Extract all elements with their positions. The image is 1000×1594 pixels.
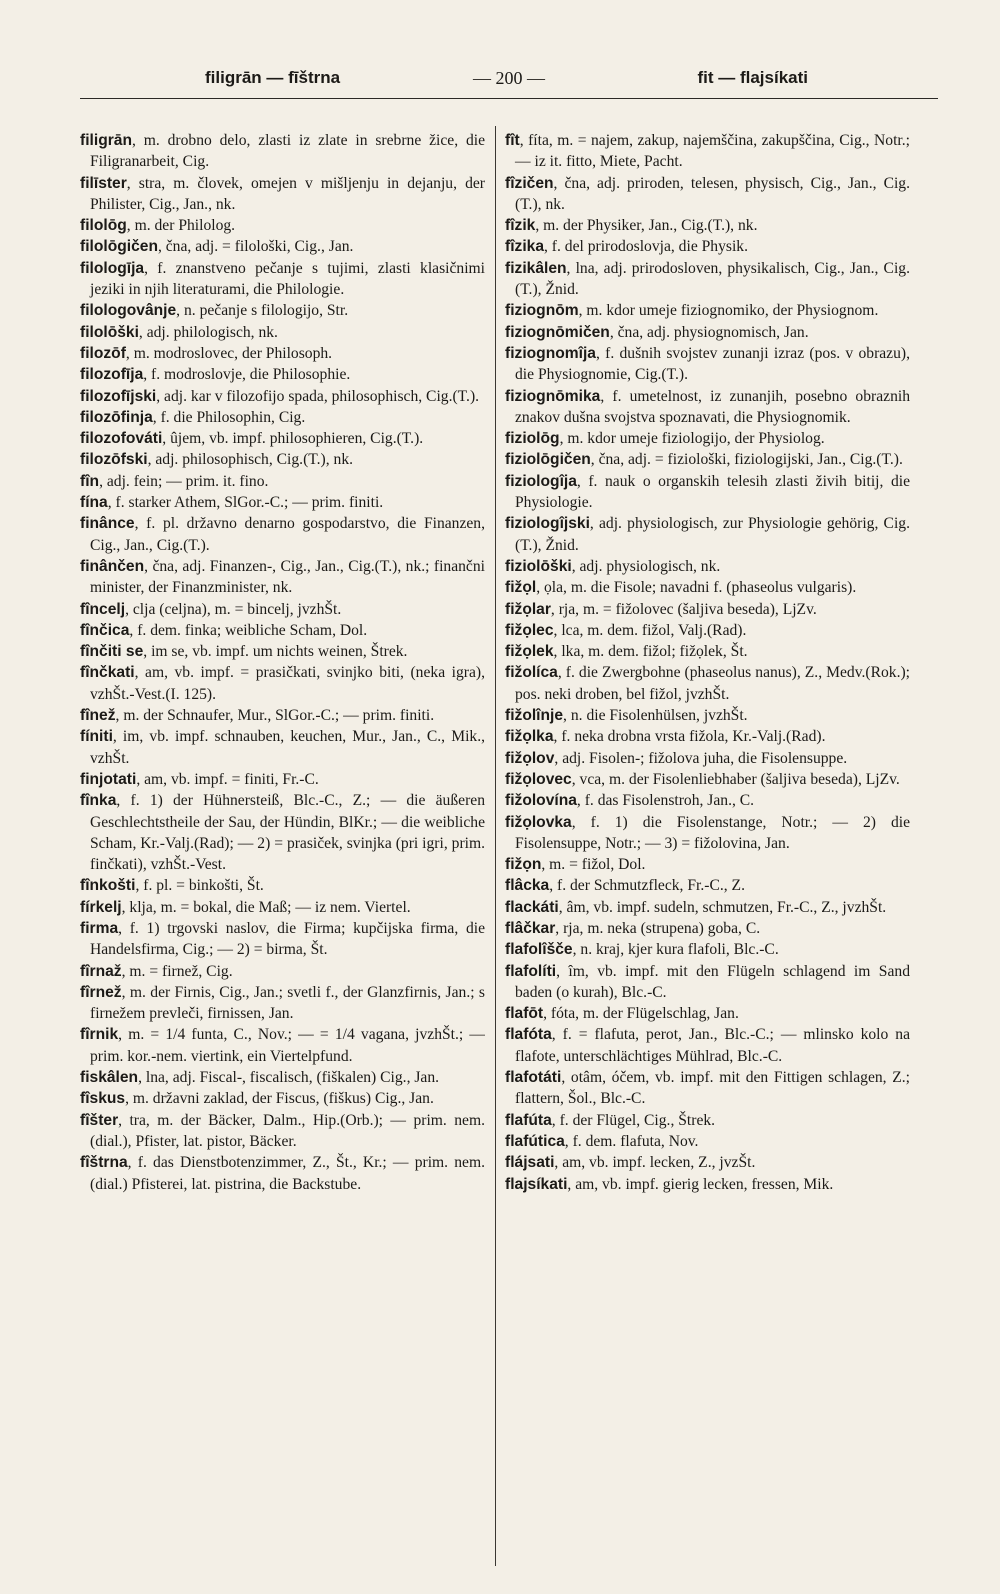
headword: flâcka [505, 877, 550, 895]
definition: , n. die Fisolenhülsen, jvzhŠt. [563, 707, 748, 725]
headword: fína [80, 494, 108, 512]
definition: , m. = fižol, Dol. [541, 856, 646, 874]
headword: fîzičen [505, 174, 554, 192]
definition: , čna, adj. = fiziološki, fiziologijski, Jan., Cig.(T.). [590, 451, 903, 469]
definition: , rja, m. neka (strupena) goba, C. [555, 919, 761, 937]
headword: flafúta [505, 1111, 552, 1129]
dictionary-entry [80, 300, 485, 321]
headword: fînčkati [80, 664, 135, 682]
dictionary-entry [505, 1067, 910, 1110]
definition: , čna, adj. = filološki, Cig., Jan. [157, 238, 354, 256]
headword: fîncelj [80, 600, 126, 618]
definition: , adj. philosophisch, Cig.(T.), nk. [147, 451, 354, 469]
dictionary-entry [80, 705, 485, 726]
headword: flafolíti [505, 962, 557, 980]
definition: , f. 1) trgovski naslov, die Firma; kupčijska firma, die Handelsfirma, Cig.; — 2) = birma, Št. [90, 919, 485, 959]
definition: , clja (celjna), m. = bincelj, jvzhŠt. [125, 600, 342, 618]
definition: , n. kraj, kjer kura flafoli, Blc.-C. [572, 941, 779, 959]
headword: fiziolōgičen [505, 451, 591, 469]
dictionary-entry [80, 790, 485, 875]
definition: , m. der Philolog. [126, 217, 236, 235]
definition: , adj. kar v filozofijo spada, philosophisch, Cig.(T.). [156, 387, 480, 405]
dictionary-entry [80, 641, 485, 662]
headword: fînčica [80, 621, 130, 639]
headword: fižọlka [505, 728, 554, 746]
definition: , lka, m. dem. fižol; fižọlek, Št. [553, 643, 748, 661]
headword: fírkelj [80, 898, 122, 916]
dictionary-entry [505, 854, 910, 875]
headword: filozofováti [80, 430, 163, 448]
dictionary-entry [80, 1110, 485, 1153]
headword: fižolovína [505, 792, 577, 810]
definition: , rja, m. = fižolovec (šaljiva beseda), LjZv. [550, 600, 817, 618]
definition: , f. = flafuta, perot, Jan., Blc.-C.; — mlinsko kolo na flafote, unterschlächtiges Mühlrad, Blc.-C. [515, 1026, 910, 1065]
headword: filozōf [80, 344, 126, 362]
dictionary-entry [80, 322, 485, 343]
definition: , m. der Schnaufer, Mur., SlGor.-C.; — prim. finiti. [115, 707, 435, 725]
definition: , m. drobno delo, zlasti iz zlate in srebrne žice, die Filigranarbeit, Cig. [90, 132, 485, 171]
dictionary-entry [505, 322, 910, 343]
dictionary-entry [505, 769, 910, 790]
dictionary-entry [80, 130, 485, 173]
definition: , m. državni zaklad, der Fiscus, (fiškus) Cig., Jan. [125, 1090, 434, 1108]
dictionary-entry [505, 961, 910, 1004]
headword: flackáti [505, 898, 559, 916]
definition: , n. pečanje s filologijo, Str. [176, 302, 349, 320]
definition: , čna, adj. Finanzen-, Cig., Jan., Cig.(T.), nk.; finančni minister, der Finanzminister, nk. [90, 557, 485, 597]
dictionary-entry [505, 812, 910, 855]
dictionary-entry [80, 1024, 485, 1067]
definition: , m. kdor umeje fiziognomiko, der Physiognom. [578, 302, 879, 320]
dictionary-entry [505, 449, 910, 470]
dictionary-entry [505, 599, 910, 620]
right-column [505, 130, 910, 1570]
headword: fiskâlen [80, 1069, 139, 1087]
headword: finânčen [80, 557, 145, 575]
headword: flafōt [505, 1005, 544, 1023]
definition: , am, vb. impf. lecken, Z., jvzŠt. [554, 1154, 756, 1172]
dictionary-entry [505, 1003, 910, 1024]
dictionary-entry [80, 726, 485, 769]
definition: , ûjem, vb. impf. philosophieren, Cig.(T.). [162, 430, 424, 448]
dictionary-entry [80, 215, 485, 236]
headword: fižọlek [505, 643, 554, 661]
headword: firma [80, 919, 119, 937]
headword: fînka [80, 792, 117, 810]
dictionary-entry [80, 875, 485, 896]
dictionary-entry [505, 1131, 910, 1152]
headword: finânce [80, 515, 135, 533]
definition: , lca, m. dem. fižol, Valj.(Rad). [553, 621, 747, 639]
headword: fînež [80, 707, 116, 725]
definition: , tra, m. der Bäcker, Dalm., Hip.(Orb.); — prim. nem. (dial.), Pfister, lat. pistor, Bäcker. [90, 1111, 485, 1150]
headword: fîrnež [80, 983, 122, 1001]
dictionary-entry [505, 875, 910, 896]
definition: , m. der Physiker, Jan., Cig.(T.), nk. [535, 217, 758, 235]
definition: , lna, adj. Fiscal-, fiscalisch, (fiškalen) Cig., Jan. [138, 1069, 440, 1087]
definition: , f. pl. državno denarno gospodarstvo, die Finanzen, Cig., Jan., Cig.(T.). [90, 515, 485, 554]
headword: fiziolōg [505, 430, 560, 448]
headword: flájsati [505, 1154, 555, 1172]
dictionary-entry [505, 471, 910, 514]
definition: , adj. fein; — prim. it. fino. [99, 472, 269, 490]
dictionary-entry [505, 1152, 910, 1173]
headword: flafolîšče [505, 941, 573, 959]
definition: , f. die Philosophin, Cig. [152, 408, 306, 426]
headword: fîrnik [80, 1026, 119, 1044]
definition: , f. 1) der Hühnersteiß, Blc.-C., Z.; — die äußeren Geschlechtstheile der Sau, der Hündin, BlKr.; — die weibliche Scham, Kr.-Valj.(Rad); — 2) = prasiček, svinjka (pri igri, prim. finčkati), vzhŠt.-Vest. [90, 792, 485, 874]
dictionary-entry [505, 577, 910, 598]
headword: filologovânje [80, 302, 177, 320]
headword: fiziologîjski [505, 515, 590, 533]
dictionary-entry [80, 471, 485, 492]
headword: filologīja [80, 259, 145, 277]
dictionary-entry [505, 556, 910, 577]
definition: , îm, vb. impf. mit den Flügeln schlagend im Sand baden (o kurah), Blc.-C. [515, 962, 910, 1001]
dictionary-entry [80, 918, 485, 961]
definition: , am, vb. impf. gierig lecken, fressen, Mik. [567, 1175, 834, 1193]
dictionary-entry [80, 492, 485, 513]
headword: fîrnaž [80, 962, 122, 980]
header-left: filigrān — fīštrna [205, 68, 341, 87]
definition: , stra, m. človek, omejen v mišljenju in dejanju, der Philister, Cig., Jan., nk. [90, 174, 485, 213]
headword: fiziognomîja [505, 344, 596, 362]
headword: filolōg [80, 217, 127, 235]
headword: flafóta [505, 1026, 552, 1044]
definition: , f. umetelnost, iz zunanjih, posebno obraznih znakov dušna svojstva spoznavati, die Physiognomik. [515, 387, 910, 426]
headword: fižọlov [505, 749, 555, 767]
dictionary-entry [80, 1067, 485, 1088]
dictionary-entry [80, 386, 485, 407]
definition: , čna, adj. priroden, telesen, physisch, Cig., Jan., Cig.(T.), nk. [515, 174, 910, 213]
definition: , f. das Dienstbotenzimmer, Z., Št., Kr.; — prim. nem. (dial.) Pfisterei, lat. pistrina, die Backstube. [90, 1154, 485, 1193]
headword: fižolíca [505, 664, 558, 682]
definition: , f. dušnih svojstev zunanji izraz (pos. v obrazu), die Physiognomie, Cig.(T.). [515, 344, 910, 384]
definition: , fíta, m. = najem, zakup, najemščina, zakupščina, Cig., Notr.; — iz it. fitto, Miete, Pacht. [515, 132, 910, 171]
headword: fižọn [505, 856, 542, 874]
definition: , âm, vb. impf. sudeln, schmutzen, Fr.-C., Z., jvzhŠt. [558, 898, 887, 916]
headword: fîšter [80, 1111, 119, 1129]
dictionary-entry [80, 1152, 485, 1195]
headword: fižọl [505, 579, 537, 597]
dictionary-entry [505, 300, 910, 321]
headword: filolōški [80, 323, 139, 341]
dictionary-entry [505, 386, 910, 429]
dictionary-entry [505, 236, 910, 257]
headword: flafotáti [505, 1069, 562, 1087]
dictionary-entry [505, 173, 910, 216]
dictionary-entry [80, 236, 485, 257]
headword: fiziognōm [505, 302, 579, 320]
headword: fiziolōški [505, 557, 572, 575]
headword: fižọlar [505, 600, 551, 618]
dictionary-entry [505, 726, 910, 747]
dictionary-entry [505, 258, 910, 301]
definition: , f. modroslovje, die Philosophie. [143, 366, 351, 384]
definition: , m. = 1/4 funta, C., Nov.; — = 1/4 vagana, jvzhŠt.; — prim. kor.-nem. viertink, ein Viertelpfund. [90, 1026, 485, 1065]
definition: , čna, adj. physiognomisch, Jan. [609, 323, 809, 341]
header-rule [80, 98, 938, 99]
headword: fizikâlen [505, 259, 567, 277]
definition: , ọla, m. die Fisole; navadni f. (phaseolus vulgaris). [536, 579, 857, 597]
definition: , m. modroslovec, der Philosoph. [125, 344, 333, 362]
headword: fînčiti se [80, 643, 144, 661]
definition: , vca, m. der Fisolenliebhaber (šaljiva beseda), LjZv. [571, 770, 900, 788]
dictionary-entry [80, 556, 485, 599]
headword: flâčkar [505, 919, 556, 937]
dictionary-entry [80, 449, 485, 470]
headword: fíniti [80, 728, 113, 746]
headword: filozōfinja [80, 408, 153, 426]
dictionary-entry [505, 215, 910, 236]
column-divider [495, 126, 496, 1566]
dictionary-entry [505, 343, 910, 386]
definition: , f. die Zwergbohne (phaseolus nanus), Z., Medv.(Rok.); pos. neki droben, bel fižol, jvzhŠt. [515, 664, 910, 703]
dictionary-entry [505, 130, 910, 173]
definition: , adj. physiologisch, zur Physiologie gehörig, Cig.(T.), Žnid. [515, 515, 910, 554]
definition: , adj. physiologisch, nk. [571, 557, 721, 575]
headword: filozōfski [80, 451, 148, 469]
headword: filīster [80, 174, 127, 192]
definition: , am, vb. impf. = finiti, Fr.-C. [136, 770, 319, 788]
headword: fiziologîja [505, 472, 577, 490]
definition: , f. nauk o organskih telesih zlasti živih bitij, die Physiologie. [515, 472, 910, 512]
definition: , im se, vb. impf. um nichts weinen, Štrek. [143, 643, 408, 661]
definition: , klja, m. = bokal, die Maß; — iz nem. Viertel. [121, 898, 411, 916]
headword: fižolînje [505, 707, 564, 725]
definition: , f. znanstveno pečanje s tujimi, zlasti klasičnimi jeziki in njih literaturami, die Philologie. [90, 259, 485, 299]
definition: , im, vb. impf. schnauben, keuchen, Mur., Jan., C., Mik., vzhŠt. [90, 728, 485, 767]
dictionary-entry [80, 258, 485, 301]
definition: , f. dem. finka; weibliche Scham, Dol. [129, 621, 368, 639]
headword: fînkošti [80, 877, 136, 895]
dictionary-entry [505, 662, 910, 705]
definition: , f. das Fisolenstroh, Jan., C. [576, 792, 755, 810]
header-right: fit — flajsíkati [697, 68, 808, 87]
definition: , m. = firnež, Cig. [121, 962, 233, 980]
dictionary-entry [80, 343, 485, 364]
dictionary-entry [505, 1174, 910, 1195]
dictionary-entry [505, 897, 910, 918]
headword: filigrān [80, 132, 132, 149]
definition: , f. starker Athem, SlGor.-C.; — prim. finiti. [107, 494, 384, 512]
dictionary-entry [505, 1024, 910, 1067]
dictionary-entry [80, 407, 485, 428]
dictionary-entry [80, 1088, 485, 1109]
headword: fiziognōmika [505, 387, 601, 405]
dictionary-entry [505, 918, 910, 939]
headword: fižọlovka [505, 813, 572, 831]
dictionary-entry [80, 599, 485, 620]
headword: fîn [80, 472, 100, 490]
definition: , adj. philologisch, nk. [138, 323, 278, 341]
definition: , lna, adj. prirodosloven, physikalisch, Cig., Jan., Cig.(T.), Žnid. [515, 259, 910, 299]
headword: flajsíkati [505, 1175, 568, 1193]
dictionary-entry [505, 939, 910, 960]
dictionary-entry [80, 620, 485, 641]
dictionary-entry [505, 513, 910, 556]
headword: filolōgičen [80, 238, 158, 256]
dictionary-entry [80, 364, 485, 385]
definition: , f. der Flügel, Cig., Štrek. [551, 1111, 716, 1129]
dictionary-entry [80, 769, 485, 790]
headword: fižọlec [505, 621, 554, 639]
headword: fîzik [505, 217, 536, 235]
dictionary-entry [80, 982, 485, 1025]
dictionary-entry [80, 897, 485, 918]
definition: , f. del prirodoslovja, die Physik. [544, 238, 748, 256]
running-header [80, 64, 938, 94]
dictionary-entry [505, 705, 910, 726]
headword: fižọlovec [505, 770, 572, 788]
headword: fîštrna [80, 1154, 128, 1172]
definition: , m. kdor umeje fiziologijo, der Physiolog. [559, 430, 825, 448]
dictionary-entry [505, 748, 910, 769]
headword: filozofījski [80, 387, 157, 405]
dictionary-entry [505, 428, 910, 449]
definition: , m. der Firnis, Cig., Jan.; svetli f., der Glanzfirnis, Jan.; s firnežem prevleči, firnissen, Jan. [90, 983, 485, 1023]
left-column [80, 130, 485, 1570]
dictionary-entry [80, 662, 485, 705]
headword: fîzika [505, 238, 544, 256]
headword: fiziognōmičen [505, 323, 610, 341]
definition: , adj. Fisolen-; fižolova juha, die Fisolensuppe. [554, 749, 848, 767]
definition: , otâm, óčem, vb. impf. mit den Fittigen schlagen, Z.; flattern, Šol., Blc.-C. [515, 1069, 910, 1108]
definition: , f. neka drobna vrsta fižola, Kr.-Valj.(Rad). [553, 728, 826, 746]
headword: flafútica [505, 1132, 565, 1150]
dictionary-entry [505, 1110, 910, 1131]
dictionary-entry [80, 961, 485, 982]
dictionary-entry [80, 513, 485, 556]
dictionary-entry [505, 620, 910, 641]
headword: finjotati [80, 770, 137, 788]
definition: , f. 1) die Fisolenstange, Notr.; — 2) die Fisolensuppe, Notr.; — 3) = fižolovina, Jan. [515, 813, 910, 852]
headword: fîskus [80, 1090, 126, 1108]
definition: , f. dem. flafuta, Nov. [564, 1132, 699, 1150]
definition: , f. der Schmutzfleck, Fr.-C., Z. [549, 877, 745, 895]
dictionary-entry [505, 641, 910, 662]
dictionary-entry [505, 790, 910, 811]
dictionary-entry [80, 428, 485, 449]
page-number: — 200 — [473, 68, 545, 88]
definition: , fóta, m. der Flügelschlag, Jan. [543, 1005, 739, 1023]
headword: fît [505, 132, 520, 149]
definition: , f. pl. = binkošti, Št. [135, 877, 264, 895]
headword: filozofīja [80, 366, 144, 384]
definition: , am, vb. impf. = prasičkati, svinjko biti, (neka igra), vzhŠt.-Vest.(I. 125). [90, 664, 485, 703]
dictionary-entry [80, 173, 485, 216]
